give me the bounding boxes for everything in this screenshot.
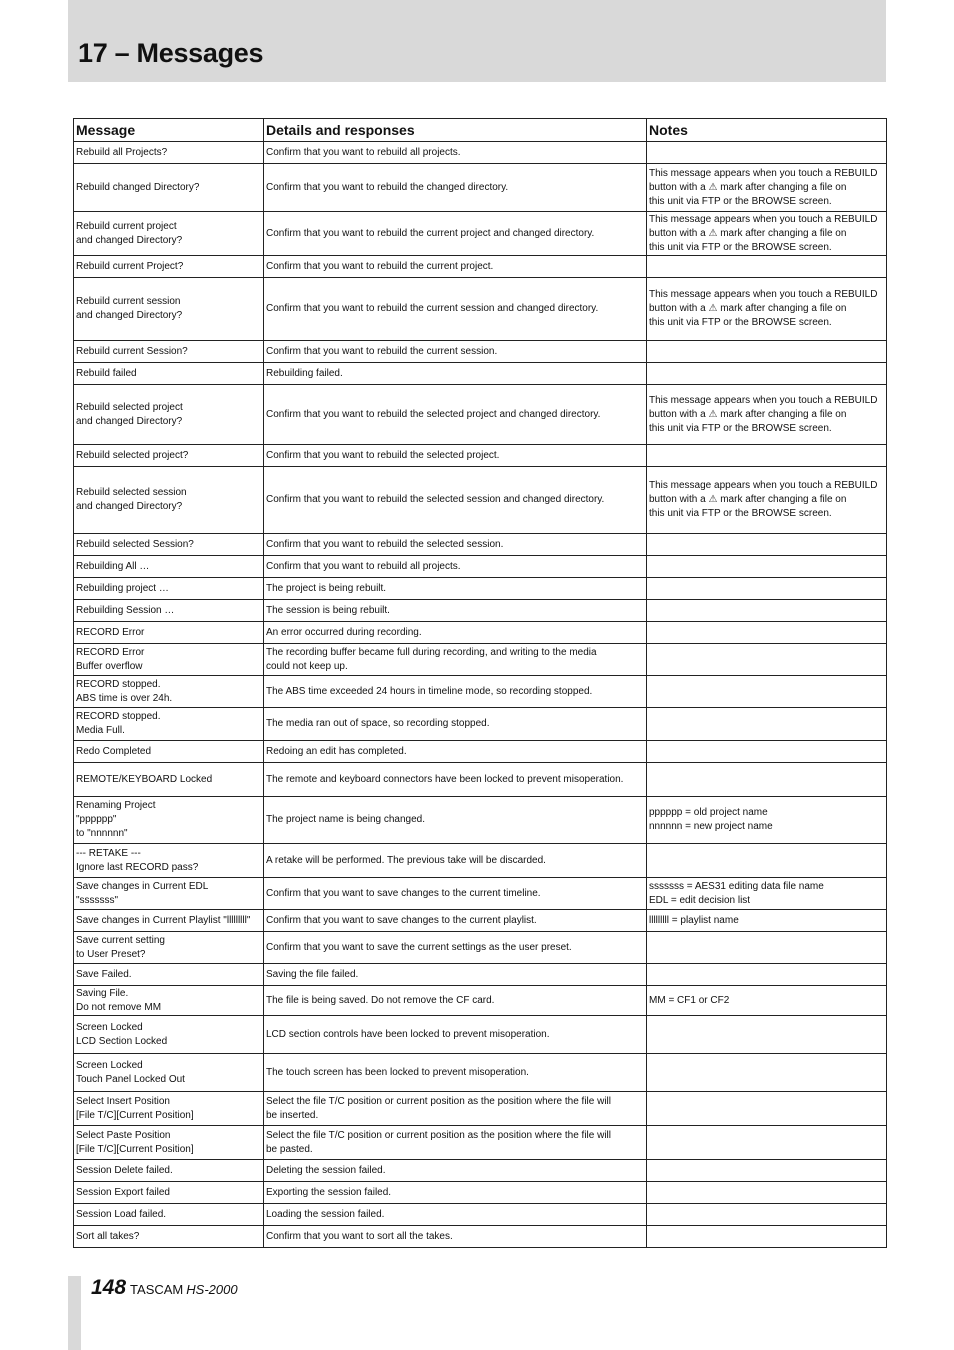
notes-cell	[647, 578, 887, 600]
notes-cell	[647, 1204, 887, 1226]
message-cell: Session Load failed.	[74, 1204, 264, 1226]
message-cell: Rebuild selected Session?	[74, 534, 264, 556]
notes-text-post: mark after changing a file on this unit via FTP or the BROWSE screen.	[649, 303, 847, 328]
details-cell: Confirm that you want to rebuild the selected project and changed directory.	[264, 385, 647, 445]
table-row	[74, 741, 887, 763]
table-row	[74, 600, 887, 622]
table-row	[74, 142, 887, 164]
table-row	[74, 1160, 887, 1182]
message-cell: RECORD Error Buffer overflow	[74, 644, 264, 676]
notes-cell	[647, 676, 887, 708]
notes-cell	[647, 142, 887, 164]
details-cell: Confirm that you want to save changes to the current playlist.	[264, 910, 647, 932]
table-row	[74, 676, 887, 708]
notes-cell: sssssss = AES31 editing data file name EDL = edit decision list	[647, 878, 887, 910]
notes-cell	[647, 600, 887, 622]
details-cell: Rebuilding failed.	[264, 363, 647, 385]
details-cell: Confirm that you want to save changes to the current timeline.	[264, 878, 647, 910]
details-cell: Confirm that you want to rebuild the current project.	[264, 256, 647, 278]
notes-cell	[647, 534, 887, 556]
notes-cell: lllllllll = playlist name	[647, 910, 887, 932]
table-row	[74, 763, 887, 797]
details-cell: Confirm that you want to rebuild the current project and changed directory.	[264, 212, 647, 256]
table-row	[74, 164, 887, 212]
notes-cell	[647, 256, 887, 278]
message-cell: Renaming Project "pppppp" to "nnnnnn"	[74, 797, 264, 844]
table-row	[74, 1126, 887, 1160]
table-row	[74, 341, 887, 363]
table-row	[74, 212, 887, 256]
message-cell: Rebuild current session and changed Directory?	[74, 278, 264, 341]
table-row	[74, 708, 887, 741]
chapter-title: 17 – Messages	[78, 38, 264, 68]
header-details: Details and responses	[264, 119, 647, 142]
notes-text-pre: This message appears when you touch a REBUILD button with a	[649, 167, 878, 193]
details-cell: Confirm that you want to rebuild all projects.	[264, 556, 647, 578]
notes-cell	[647, 278, 887, 341]
details-cell: The touch screen has been locked to prevent misoperation.	[264, 1054, 647, 1092]
details-cell: The file is being saved. Do not remove the CF card.	[264, 986, 647, 1016]
message-cell: Save Failed.	[74, 964, 264, 986]
table-row	[74, 1092, 887, 1126]
table-row	[74, 986, 887, 1016]
notes-cell	[647, 556, 887, 578]
notes-cell	[647, 1160, 887, 1182]
message-cell: Select Insert Position [File T/C][Current Position]	[74, 1092, 264, 1126]
notes-text-post: mark after changing a file on this unit via FTP or the BROWSE screen.	[649, 494, 847, 519]
table-row	[74, 797, 887, 844]
message-cell: RECORD Error	[74, 622, 264, 644]
notes-cell	[647, 1126, 887, 1160]
table-row	[74, 1182, 887, 1204]
message-cell: Save changes in Current EDL "sssssss"	[74, 878, 264, 910]
details-cell: Confirm that you want to rebuild the selected session.	[264, 534, 647, 556]
details-cell: LCD section controls have been locked to prevent misoperation.	[264, 1016, 647, 1054]
warning-triangle-icon: ⚠	[708, 181, 718, 193]
message-cell: Rebuild all Projects?	[74, 142, 264, 164]
message-cell: Rebuild selected project?	[74, 445, 264, 467]
notes-cell	[647, 1054, 887, 1092]
table-row	[74, 278, 887, 341]
notes-cell: pppppp = old project name nnnnnn = new project name	[647, 797, 887, 844]
message-cell: Rebuilding project …	[74, 578, 264, 600]
details-cell: Select the file T/C position or current position as the position where the file will be inserted.	[264, 1092, 647, 1126]
message-cell: Rebuild current Project?	[74, 256, 264, 278]
message-cell: Rebuilding All …	[74, 556, 264, 578]
page-footer	[91, 1276, 238, 1300]
notes-text-pre: This message appears when you touch a REBUILD button with a	[649, 213, 878, 239]
details-cell: The session is being rebuilt.	[264, 600, 647, 622]
notes-cell	[647, 644, 887, 676]
details-cell: The recording buffer became full during recording, and writing to the media could not keep up.	[264, 644, 647, 676]
message-cell: Sort all takes?	[74, 1226, 264, 1248]
table-row	[74, 878, 887, 910]
message-cell: Save changes in Current Playlist "lllllllll"	[74, 910, 264, 932]
notes-cell	[647, 164, 887, 212]
table-header-row	[74, 119, 887, 142]
table-row	[74, 385, 887, 445]
footer-bar	[68, 1276, 81, 1350]
table-row	[74, 578, 887, 600]
message-cell: Rebuild selected session and changed Directory?	[74, 467, 264, 534]
messages-table	[73, 118, 887, 1248]
table-row	[74, 1226, 887, 1248]
notes-cell	[647, 341, 887, 363]
details-cell: Confirm that you want to rebuild the selected project.	[264, 445, 647, 467]
details-cell: Redoing an edit has completed.	[264, 741, 647, 763]
details-cell: The project name is being changed.	[264, 797, 647, 844]
details-cell: Confirm that you want to rebuild the changed directory.	[264, 164, 647, 212]
details-cell: Deleting the session failed.	[264, 1160, 647, 1182]
table-row	[74, 445, 887, 467]
message-cell: Redo Completed	[74, 741, 264, 763]
notes-text-pre: This message appears when you touch a REBUILD button with a	[649, 480, 878, 505]
table-row	[74, 1054, 887, 1092]
warning-triangle-icon: ⚠	[708, 303, 718, 314]
message-cell: Save current setting to User Preset?	[74, 932, 264, 964]
message-cell: Saving File. Do not remove MM	[74, 986, 264, 1016]
details-cell: Select the file T/C position or current position as the position where the file will be pasted.	[264, 1126, 647, 1160]
details-cell: Confirm that you want to rebuild the selected session and changed directory.	[264, 467, 647, 534]
table-row	[74, 964, 887, 986]
warning-triangle-icon: ⚠	[708, 408, 718, 420]
notes-cell	[647, 964, 887, 986]
notes-cell	[647, 467, 887, 534]
header-message: Message	[74, 119, 264, 142]
table-row	[74, 1204, 887, 1226]
details-cell: Confirm that you want to save the current settings as the user preset.	[264, 932, 647, 964]
message-cell: Session Export failed	[74, 1182, 264, 1204]
message-cell: Rebuild current Session?	[74, 341, 264, 363]
notes-text-pre: This message appears when you touch a REBUILD button with a	[649, 289, 878, 314]
notes-cell	[647, 1016, 887, 1054]
warning-triangle-icon: ⚠	[708, 227, 718, 239]
details-cell: An error occurred during recording.	[264, 622, 647, 644]
table-row	[74, 644, 887, 676]
details-cell: Confirm that you want to rebuild the current session.	[264, 341, 647, 363]
notes-cell	[647, 741, 887, 763]
message-cell: Screen Locked LCD Section Locked	[74, 1016, 264, 1054]
details-cell: Confirm that you want to rebuild the current session and changed directory.	[264, 278, 647, 341]
table-row	[74, 910, 887, 932]
message-cell: Rebuild current project and changed Directory?	[74, 212, 264, 256]
message-cell: Select Paste Position [File T/C][Current Position]	[74, 1126, 264, 1160]
notes-text-post: mark after changing a file on this unit via FTP or the BROWSE screen.	[649, 408, 847, 434]
table-row	[74, 1016, 887, 1054]
notes-text-pre: This message appears when you touch a REBUILD button with a	[649, 394, 878, 420]
notes-cell	[647, 385, 887, 445]
table-row	[74, 256, 887, 278]
message-cell: Rebuilding Session …	[74, 600, 264, 622]
details-cell: Confirm that you want to rebuild all projects.	[264, 142, 647, 164]
warning-triangle-icon: ⚠	[708, 494, 718, 505]
table-row	[74, 622, 887, 644]
table-row	[74, 556, 887, 578]
details-cell: The ABS time exceeded 24 hours in timeline mode, so recording stopped.	[264, 676, 647, 708]
message-cell: Screen Locked Touch Panel Locked Out	[74, 1054, 264, 1092]
table-row	[74, 932, 887, 964]
details-cell: The remote and keyboard connectors have been locked to prevent misoperation.	[264, 763, 647, 797]
notes-cell	[647, 763, 887, 797]
message-cell: RECORD stopped. Media Full.	[74, 708, 264, 741]
notes-cell	[647, 622, 887, 644]
message-cell: REMOTE/KEYBOARD Locked	[74, 763, 264, 797]
notes-cell	[647, 708, 887, 741]
notes-cell	[647, 212, 887, 256]
message-cell: Session Delete failed.	[74, 1160, 264, 1182]
notes-cell: MM = CF1 or CF2	[647, 986, 887, 1016]
details-cell: The project is being rebuilt.	[264, 578, 647, 600]
message-cell: Rebuild selected project and changed Directory?	[74, 385, 264, 445]
notes-cell	[647, 1092, 887, 1126]
notes-cell	[647, 932, 887, 964]
notes-text-post: mark after changing a file on this unit via FTP or the BROWSE screen.	[649, 181, 847, 207]
notes-cell	[647, 363, 887, 385]
notes-cell	[647, 844, 887, 878]
details-cell: Saving the file failed.	[264, 964, 647, 986]
header-notes: Notes	[647, 119, 887, 142]
details-cell: A retake will be performed. The previous take will be discarded.	[264, 844, 647, 878]
details-cell: Loading the session failed.	[264, 1204, 647, 1226]
message-cell: RECORD stopped. ABS time is over 24h.	[74, 676, 264, 708]
model-name: HS-2000	[186, 1282, 238, 1297]
table-row	[74, 844, 887, 878]
table-row	[74, 467, 887, 534]
message-cell: Rebuild changed Directory?	[74, 164, 264, 212]
details-cell: Exporting the session failed.	[264, 1182, 647, 1204]
page-number: 148	[91, 1276, 127, 1299]
details-cell: Confirm that you want to sort all the takes.	[264, 1226, 647, 1248]
table-row	[74, 534, 887, 556]
notes-cell	[647, 1182, 887, 1204]
notes-cell	[647, 445, 887, 467]
notes-cell	[647, 1226, 887, 1248]
message-cell: Rebuild failed	[74, 363, 264, 385]
brand-name: TASCAM	[130, 1282, 184, 1297]
notes-text-post: mark after changing a file on this unit via FTP or the BROWSE screen.	[649, 227, 847, 253]
details-cell: The media ran out of space, so recording stopped.	[264, 708, 647, 741]
table-row	[74, 363, 887, 385]
message-cell: --- RETAKE --- Ignore last RECORD pass?	[74, 844, 264, 878]
